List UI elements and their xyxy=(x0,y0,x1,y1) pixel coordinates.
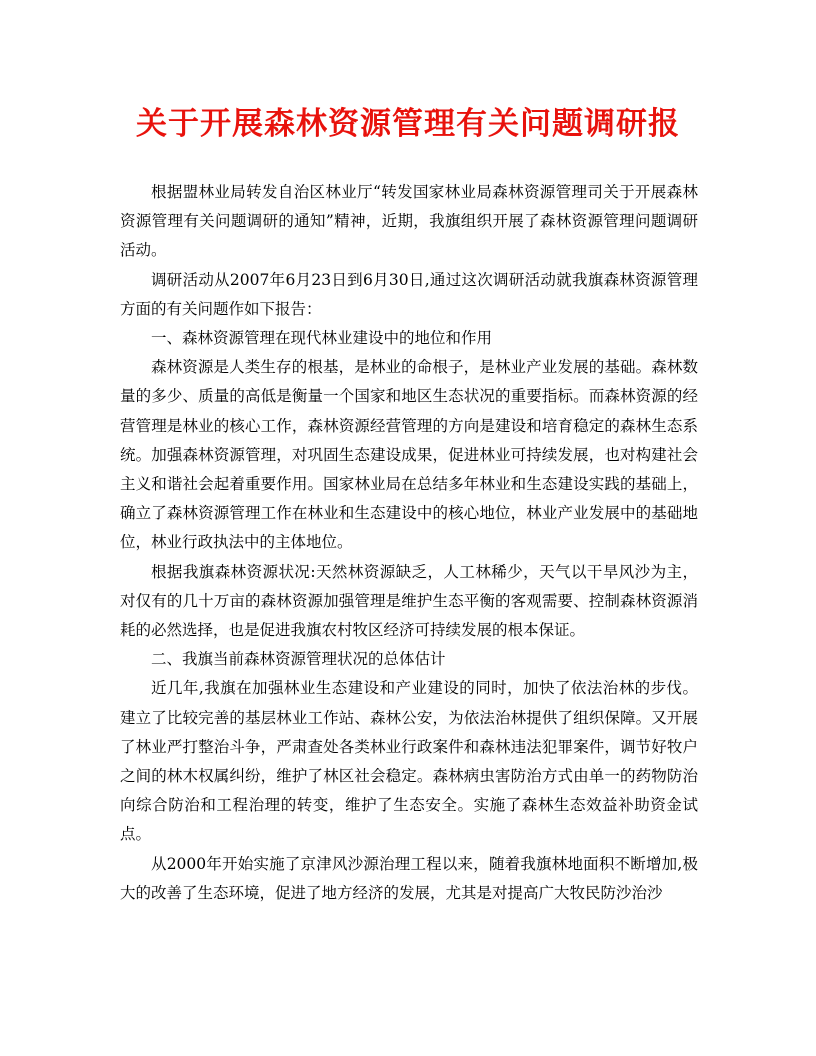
document-body xyxy=(120,178,698,908)
paragraph-local-conditions: 根据我旗森林资源状况:天然林资源缺乏，人工林稀少，天气以干旱风沙为主，对仅有的几十万亩的森林资源加强管理是维护生态平衡的客观需要、控制森林资源消耗的必然选择，也是促进我旗农村牧区经济可持续发展的根本保证。 xyxy=(120,562,698,640)
paragraph-sandstorm-project: 从2000年开始实施了京津风沙源治理工程以来，随着我旗林地面积不断增加,极大的改善了生态环境，促进了地方经济的发展，尤其是对提高广大牧民防沙治沙 xyxy=(120,854,698,902)
section-heading-2: 二、我旗当前森林资源管理状况的总体估计 xyxy=(151,650,446,669)
section-heading-1: 一、森林资源管理在现代林业建设中的地位和作用 xyxy=(151,329,493,348)
paragraph-forest-importance: 森林资源是人类生存的根基，是林业的命根子，是林业产业发展的基础。森林数量的多少、质量的高低是衡量一个国家和地区生态状况的重要指标。而森林资源的经营管理是林业的核心工作，森林资源经营管理的方向是建设和培育稳定的森林生态系统。加强森林资源管理，对巩固生态建设成果，促进林业可持续发展，也对构建社会主义和谐社会起着重要作用。国家林业局在总结多年林业和生态建设实践的基础上，确立了森林资源管理工作在林业和生态建设中的核心地位，林业产业发展中的基础地位，林业行政执法中的主体地位。 xyxy=(120,358,698,552)
document-title: 关于开展森林资源管理有关问题调研报 xyxy=(136,106,680,142)
paragraph-activity: 调研活动从2007年6月23日到6月30日,通过这次调研活动就我旗森林资源管理方面的有关问题作如下报告： xyxy=(120,270,698,318)
paragraph-intro: 根据盟林业局转发自治区林业厅“转发国家林业局森林资源管理司关于开展森林资源管理有关问题调研的通知”精神，近期，我旗组织开展了森林资源管理问题调研活动。 xyxy=(120,183,698,260)
paragraph-recent-years: 近几年,我旗在加强林业生态建设和产业建设的同时，加快了依法治林的步伐。建立了比较完善的基层林业工作站、森林公安，为依法治林提供了组织保障。又开展了林业严打整治斗争，严肃查处各类林业行政案件和森林违法犯罪案件，调节好牧户之间的林木权属纠纷，维护了林区社会稳定。森林病虫害防治方式由单一的药物防治向综合防治和工程治理的转变，维护了生态安全。实施了森林生态效益补助资金试点。 xyxy=(120,679,698,844)
